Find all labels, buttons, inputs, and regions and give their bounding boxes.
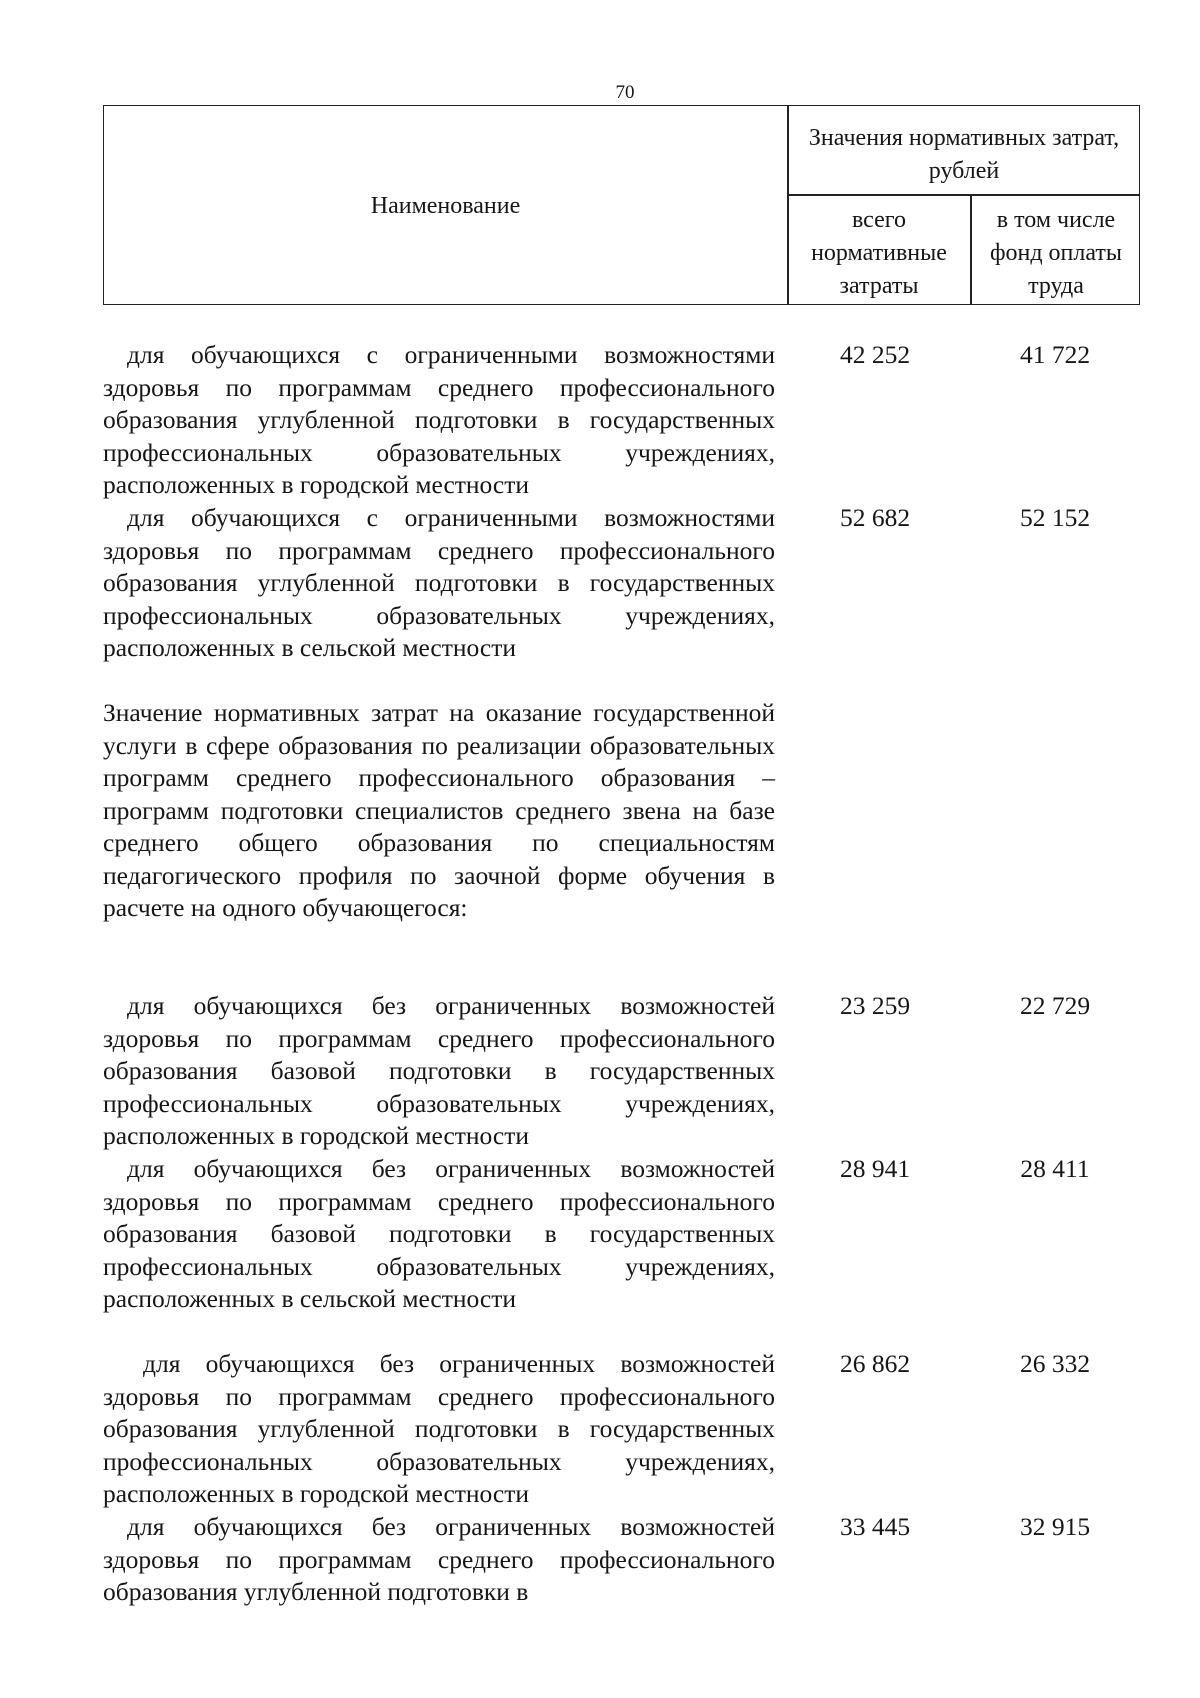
row-description: для обучающихся с ограниченными возможностями здоровья по программам среднего профессионального образования углубленной подготовки в государственных профессиональных образовательных учреждениях, расположенных в городской местности — [103, 340, 775, 499]
row-payroll-value: 22 729 — [1019, 991, 1091, 1020]
row-description: для обучающихся с ограниченными возможностями здоровья по программам среднего профессионального образования углубленной подготовки в государственных профессиональных образовательных учреждениях, расположенных в сельской местности — [103, 503, 775, 662]
header-payroll-column: в том числе фонд оплаты труда — [989, 207, 1123, 299]
row-payroll-value: 26 332 — [1019, 1349, 1091, 1378]
row-total-value: 42 252 — [839, 340, 911, 369]
row-total-value: 33 445 — [839, 1512, 911, 1541]
row-total-value: 28 941 — [839, 1154, 911, 1183]
row-description: для обучающихся без ограниченных возможностей здоровья по программам среднего профессионального образования базовой подготовки в государственных профессиональных образовательных учреждениях, расположенных в городской местности — [103, 991, 775, 1150]
header-name-column: Наименование — [370, 193, 521, 219]
row-payroll-value: 52 152 — [1019, 503, 1091, 532]
row-total-value: 52 682 — [839, 503, 911, 532]
row-description: для обучающихся без ограниченных возможностей здоровья по программам среднего профессионального образования углубленной подготовки в государственных профессиональных образовательных учреждениях, расположенных в городской местности — [103, 1349, 775, 1508]
page-number: 70 — [615, 82, 635, 103]
table-header — [103, 105, 1140, 305]
row-payroll-value: 28 411 — [1020, 1154, 1090, 1183]
row-payroll-value: 32 915 — [1019, 1512, 1091, 1541]
row-description: для обучающихся без ограниченных возможностей здоровья по программам среднего профессионального образования базовой подготовки в государственных профессиональных образовательных учреждениях, расположенных в сельской местности — [103, 1154, 775, 1313]
header-values-group: Значения нормативных затрат, рублей — [808, 125, 1120, 184]
header-total-column: всего нормативные затраты — [811, 207, 947, 299]
row-total-value: 26 862 — [839, 1349, 911, 1378]
row-payroll-value: 41 722 — [1019, 340, 1091, 369]
row-description: для обучающихся без ограниченных возможностей здоровья по программам среднего профессионального образования углубленной подготовки в — [103, 1512, 775, 1606]
row-total-value: 23 259 — [839, 991, 911, 1020]
header-divider — [787, 194, 1139, 196]
section-heading: Значение нормативных затрат на оказание государственной услуги в сфере образования по реализации образовательных программ среднего профессионального образования – программ подготовки специалистов среднего звена на базе среднего общего образования по специальностям педагогического профиля по заочной форме обучения в расчете на одного обучающегося: — [103, 698, 775, 922]
